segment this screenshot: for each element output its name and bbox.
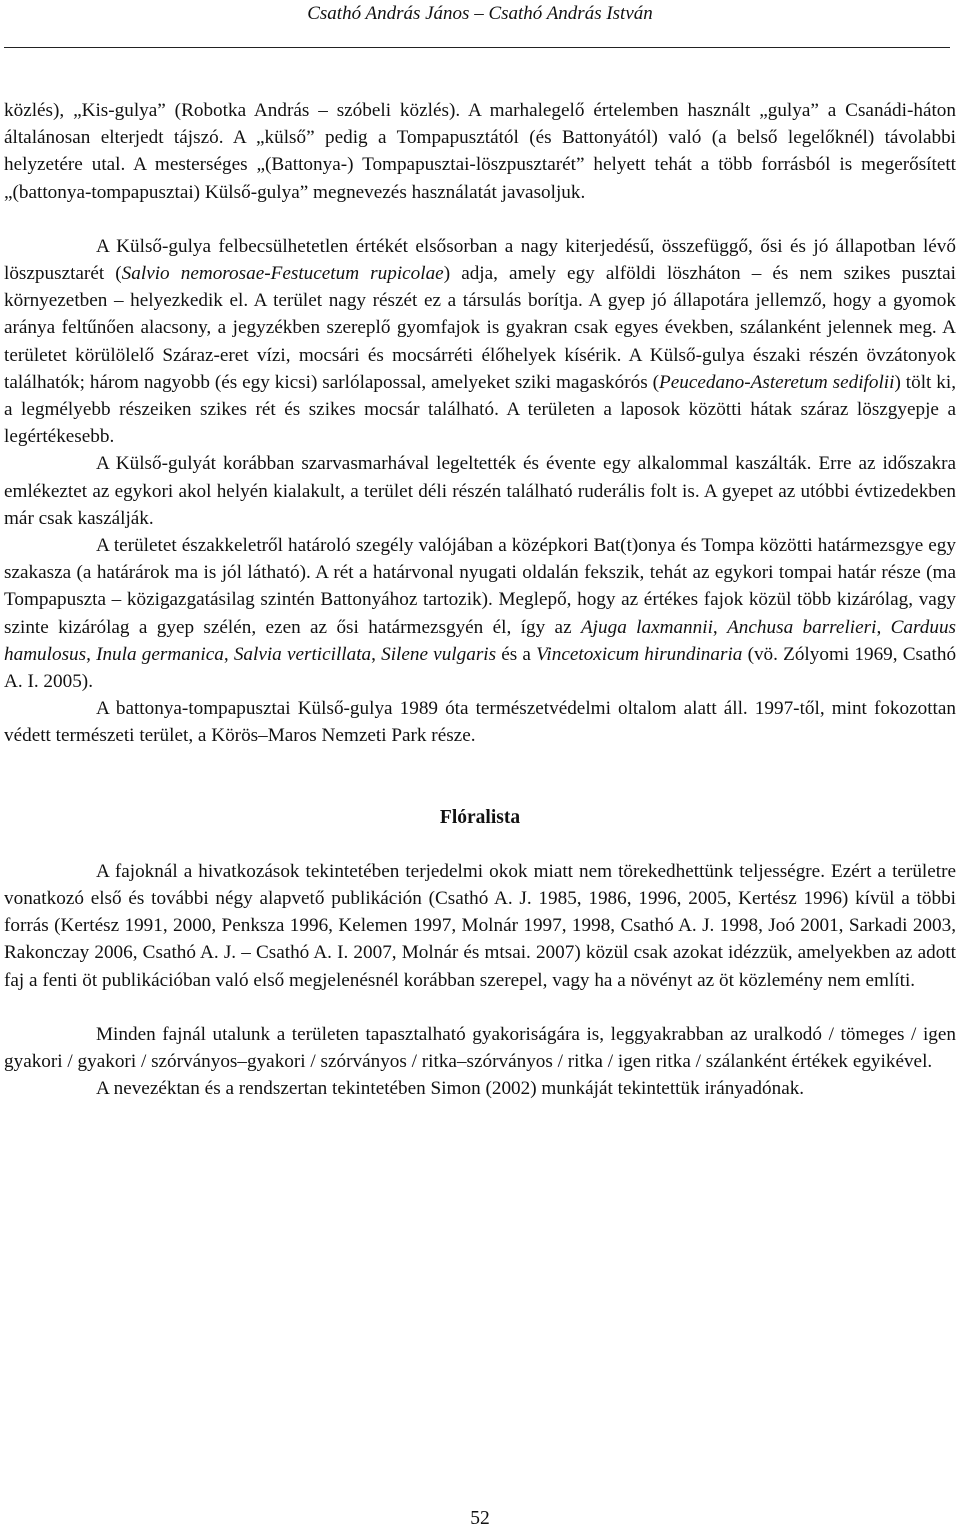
spacer <box>4 750 956 804</box>
text-run: (vö. Zólyomi 1969, Csathó A. I. 2005). <box>4 643 957 693</box>
separator: , <box>223 643 234 665</box>
paragraph-8: A nevezéktan és a rendszertan tekintetében Simon (2002) munkáját tekintettük irányadónak. <box>96 1078 805 1100</box>
text-run: A Külső-gulya felbecsülhetetlen értékét elsősorban a nagy kiterjedésű, összefüggő, ősi és jó állapotban lévő löszpusztarét ( <box>4 235 956 285</box>
paragraph-7: Minden fajnál utalunk a területen tapasztalható gyakoriságára is, leggyakrabban az uralkodó / tömeges / igen gyakori / gyakori / szórványos–gyakori / szórványos / ritka–szórványos / ritka / igen ritka / szálanként értékek egyikével. <box>4 1023 956 1073</box>
separator: , <box>371 643 382 665</box>
paragraph-3: A Külső-gulyát korábban szarvasmarhával legeltették és évente egy alkalommal kaszálták. Erre az időszakra emlékeztet az egykori akol helyén kialakult, a terület déli részén található ruderális folt is. A gyepet az utóbbi évtizedekben már csak kaszálják. <box>4 453 956 529</box>
spacer <box>4 206 956 233</box>
species-name: Carduus hamulosus <box>4 616 957 665</box>
paragraph-4 <box>4 532 956 695</box>
text-run: ) adja, amely egy alföldi löszháton – és nem szikes pusztai környezetben – helyezkedik el. A terület nagy részét ez a társulás borítja. A gyep jó állapotára jellemző, hogy a gyomok aránya feltűnően alacsony, a jegyzékben szereplő gyomfajok is gyakran csak egyes években, szálanként jelennek meg. A területet körülölelő Száraz-eret vízi, mocsári és mocsárréti élőhelyek kísérik. A Külső-gulya északi részén övzátonyok találhatók; három nagyobb (és egy kicsi) sarlólapossal, amelyeket sziki magaskórós ( <box>4 263 956 393</box>
species-name: Ajuga laxmannii <box>580 616 713 638</box>
separator: és a <box>496 643 537 665</box>
species-name: Anchusa barrelieri <box>727 616 877 638</box>
separator: , <box>876 616 891 638</box>
species-name: Salvia verticillata <box>233 643 372 665</box>
running-header <box>0 0 960 27</box>
taxon-name: Salvio nemorosae-Festucetum rupicolae <box>121 263 444 285</box>
page-body <box>4 97 956 1103</box>
taxon-name: Peucedano-Asteretum sedifolii <box>659 371 895 393</box>
paragraph-5: A battonya-tompapusztai Külső-gulya 1989 óta természetvédelmi oltalom alatt áll. 1997-től, mint fokozottan védett természeti terület, a Körös–Maros Nemzeti Park része. <box>4 698 956 747</box>
spacer <box>4 994 956 1021</box>
species-name: Vincetoxicum hirundinaria <box>536 643 743 665</box>
page-number: 52 <box>470 1508 490 1529</box>
header-rule <box>4 47 950 48</box>
spacer <box>4 831 956 858</box>
paragraph-6: A fajoknál a hivatkozások tekintetében terjedelmi okok miatt nem törekedhettünk teljességre. Ezért a területre vonatkozó első és további négy alapvető publikáción (Csathó A. J. 1985, 1986, 1996, 2005, Kertész 1996) kívül a többi forrás (Kertész 1991, 2000, Penksza 1996, Kelemen 1997, Molnár 1997, 1998, Csathó A. J. 1998, Joó 2001, Sarkadi 2003, Rakonczay 2006, Csathó A. J. – Csathó A. I. 2007, Molnár és mtsai. 2007) közül csak azokat idézzük, amelyekben az adott faj a fenti öt publikációban való első megjelenésnél korábban szerepel, vagy ha a növényt az öt közlemény nem említi. <box>4 860 956 991</box>
paragraph-1: közlés), „Kis-gulya” (Robotka András – szóbeli közlés). A marhalegelő értelemben használt „gulya” a Csanádi-háton általánosan elterjedt tájszó. A „külső” pedig a Tompapusztától (és Battonyától) való (a belső legelőknél) távolabbi helyzetére utal. A mesterséges „(Battonya-) Tompapusztai-löszpusztarét” helyett tehát a több forrásból is megerősített „(battonya-tompapusztai) Külső-gulya” megnevezés használatát javasoljuk. <box>4 100 956 203</box>
paragraph-2 <box>4 233 956 451</box>
separator: , <box>712 616 728 638</box>
species-name: Inula germanica <box>96 643 224 665</box>
section-title: Flóralista <box>439 806 521 828</box>
separator: , <box>86 643 97 665</box>
species-name: Silene vulgaris <box>381 643 497 665</box>
text-run: ) tölt ki, a legmélyebb részeiken szikes rét és szikes mocsár található. A területen a laposok közötti hátak száraz löszgyepje a legértékesebb. <box>4 371 957 448</box>
running-title: Csathó András János – Csathó András István <box>307 3 653 24</box>
text-run: A területet északkeletről határoló szegély valójában a középkori Bat(t)onya és Tompa közötti határmezsgye egy szakasza (a határárok ma is jól látható). A rét a határvonal nyugati oldalán fekszik, tehát az egykori tompai határ része (ma Tompapuszta – közigazgatásilag szintén Battonyához tartozik). Meglepő, hogy az értékes fajok közül több kizárólag, vagy szinte kizárólag a gyep szélén, ezen az ősi határmezsgyén él, így az <box>4 535 956 638</box>
